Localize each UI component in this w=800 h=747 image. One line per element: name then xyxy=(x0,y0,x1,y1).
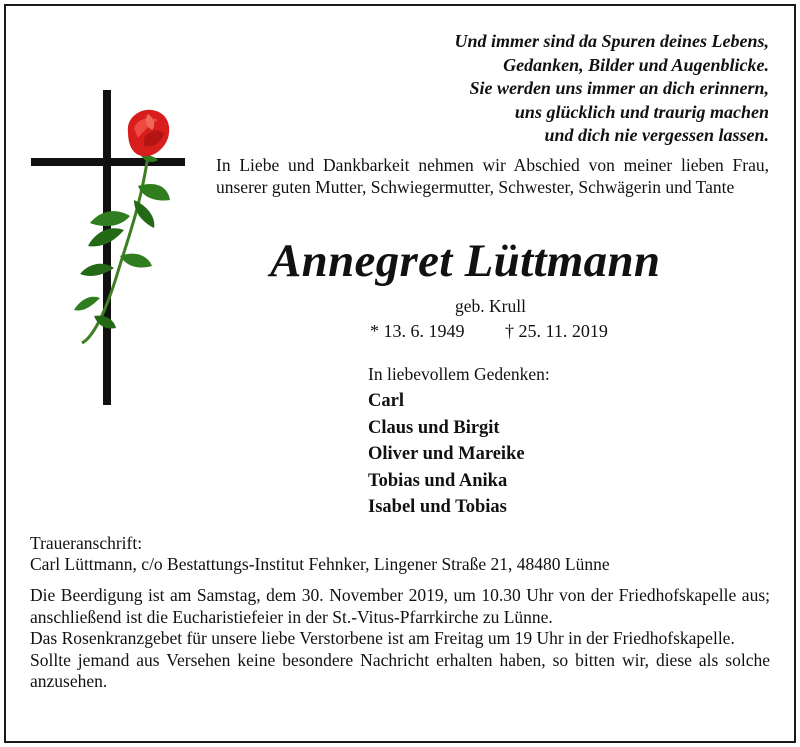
notice-paragraph: Sollte jemand aus Versehen keine besondere Nachricht erhalten haben, so bitten wir, diese als solche anzusehen. xyxy=(30,649,770,691)
mourner-name: Isabel und Tobias xyxy=(368,497,507,517)
mourner-name: Carl xyxy=(368,391,404,411)
rose-icon xyxy=(74,110,170,343)
maiden-name: geb. Krull xyxy=(455,296,526,316)
mourners-list xyxy=(368,388,525,521)
rosary-paragraph: Das Rosenkranzgebet für unsere liebe Verstorbene ist am Freitag um 19 Uhr in der Friedhofskapelle. xyxy=(30,628,735,648)
mourner-name: Oliver und Mareike xyxy=(368,444,525,464)
mourning-address xyxy=(30,533,770,575)
address-line: Carl Lüttmann, c/o Bestattungs-Institut Fehnker, Lingener Straße 21, 48480 Lünne xyxy=(30,554,610,574)
birth-date: * 13. 6. 1949 xyxy=(370,321,465,341)
address-label: Traueranschrift: xyxy=(30,533,143,553)
poem-line: Und immer sind da Spuren deines Lebens, xyxy=(454,31,769,51)
cross-with-rose-image xyxy=(28,88,188,408)
deceased-name: Annegret Lüttmann xyxy=(270,235,661,287)
poem-line: und dich nie vergessen lassen. xyxy=(544,125,769,145)
funeral-paragraph: Die Beerdigung ist am Samstag, dem 30. November 2019, um 10.30 Uhr von der Friedhofskapelle aus; anschließend ist die Eucharistiefeier in der St.-Vitus-Pfarrkirche zu Lünne. xyxy=(30,585,770,627)
farewell-intro: In Liebe und Dankbarkeit nehmen wir Abschied von meiner lieben Frau, unserer guten Mutter, Schwiegermutter, Schwester, Schwägerin und Tante xyxy=(216,155,769,197)
mourner-name: Tobias und Anika xyxy=(368,470,508,491)
poem-line: Sie werden uns immer an dich erinnern, xyxy=(469,78,769,98)
mourner-name: Claus und Birgit xyxy=(368,417,500,438)
poem-line: uns glücklich und traurig machen xyxy=(514,101,769,122)
memory-label: In liebevollem Gedenken: xyxy=(368,364,550,384)
poem-line: Gedanken, Bilder und Augenblicke. xyxy=(503,54,769,75)
death-date: † 25. 11. 2019 xyxy=(505,321,608,341)
memorial-poem xyxy=(349,30,769,148)
funeral-details xyxy=(30,585,770,693)
